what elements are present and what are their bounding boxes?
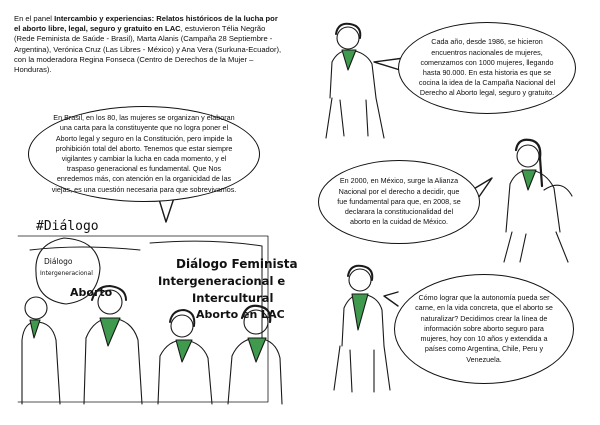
banner-line2: Intergeneracional e [158,274,286,288]
bubble-argentina-text: Cada año, desde 1986, se hicieron encuentros nacionales de mujeres, comenzamos con 1000 mujeres, llegando hasta 90.000. En esta historia es que se cocina la idea de la Campaña Nacional del Derecho al Aborto legal, seguro y gratuito. [418,37,556,98]
bubble-ecuador-text: Cómo lograr que la autonomía pueda ser carne, en la vida concreta, que el aborto se naturalizar? Decidimos crear la línea de información sobre aborto seguro para mujeres, hoy con 10 años y extendida a países como Argentina, Chile, Peru y Venezuela. [415,293,553,364]
banner-line1: Diálogo Feminista [176,257,298,271]
bubble-brasil-text: En Brasil, en los 80, las mujeres se organizan y elaboran una carta para la constituyente que no logra poner el Aborto legal y seguro en la Constitución, pero impide la prohibición total del aborto. Tenemos que estar siempre vigilantes y cambiar la lucha en cada momento, y el traspaso generacional es fundamental. Que Nos enredemos más, con atención en la organicidad de las viejas, es una cuestión necesaria para que sobrevivamos. [51,113,237,194]
bubble-ecuador [394,274,574,384]
banner-hashtag: #Diálogo [36,219,99,234]
bubble-mexico [318,160,480,244]
sign-left-3: Aborto [70,286,113,299]
panelist-1-figure [22,297,60,404]
banner-line3: Intercultural [192,291,274,305]
banner-line4: Aborto en LAC [196,308,285,321]
panelist-2-figure [84,286,142,404]
sign-left-1: Diálogo [44,257,73,266]
intro-lead: En el panel [14,14,55,23]
bubble-mexico-text: En 2000, en México, surge la Alianza Nacional por el derecho a decidir, que fue fundamental para que, en 2008, se declarara la constitucionalidad del aborto en la cuidad de México. [337,176,461,227]
sign-left-2: Intergeneracional [40,270,93,277]
speaker-mexico-figure [504,140,572,262]
speaker-ecuador-figure [334,266,390,392]
speaker-argentina-figure [326,24,384,138]
bubble-argentina [398,22,576,114]
bubble-brasil [28,106,260,202]
intro-rest: , estuvieron Télia Negrão (Rede Feminista de Saúde - Brasil), Marta Alanis (Campaña 28 Septiembre -Argentina), Verónica Cruz (Las Libres - México) y Ana Vera (Surkuna-Ecuador), con la moderadora Regina Fonseca (Centro de Derechos de la Mujer – Honduras). [14,24,282,74]
panelist-3-figure [158,310,212,404]
intro-title: Intercambio y experiencias: Relatos históricos de la lucha por el aborto libre, legal, seguro y gratuito en LAC [14,14,278,34]
